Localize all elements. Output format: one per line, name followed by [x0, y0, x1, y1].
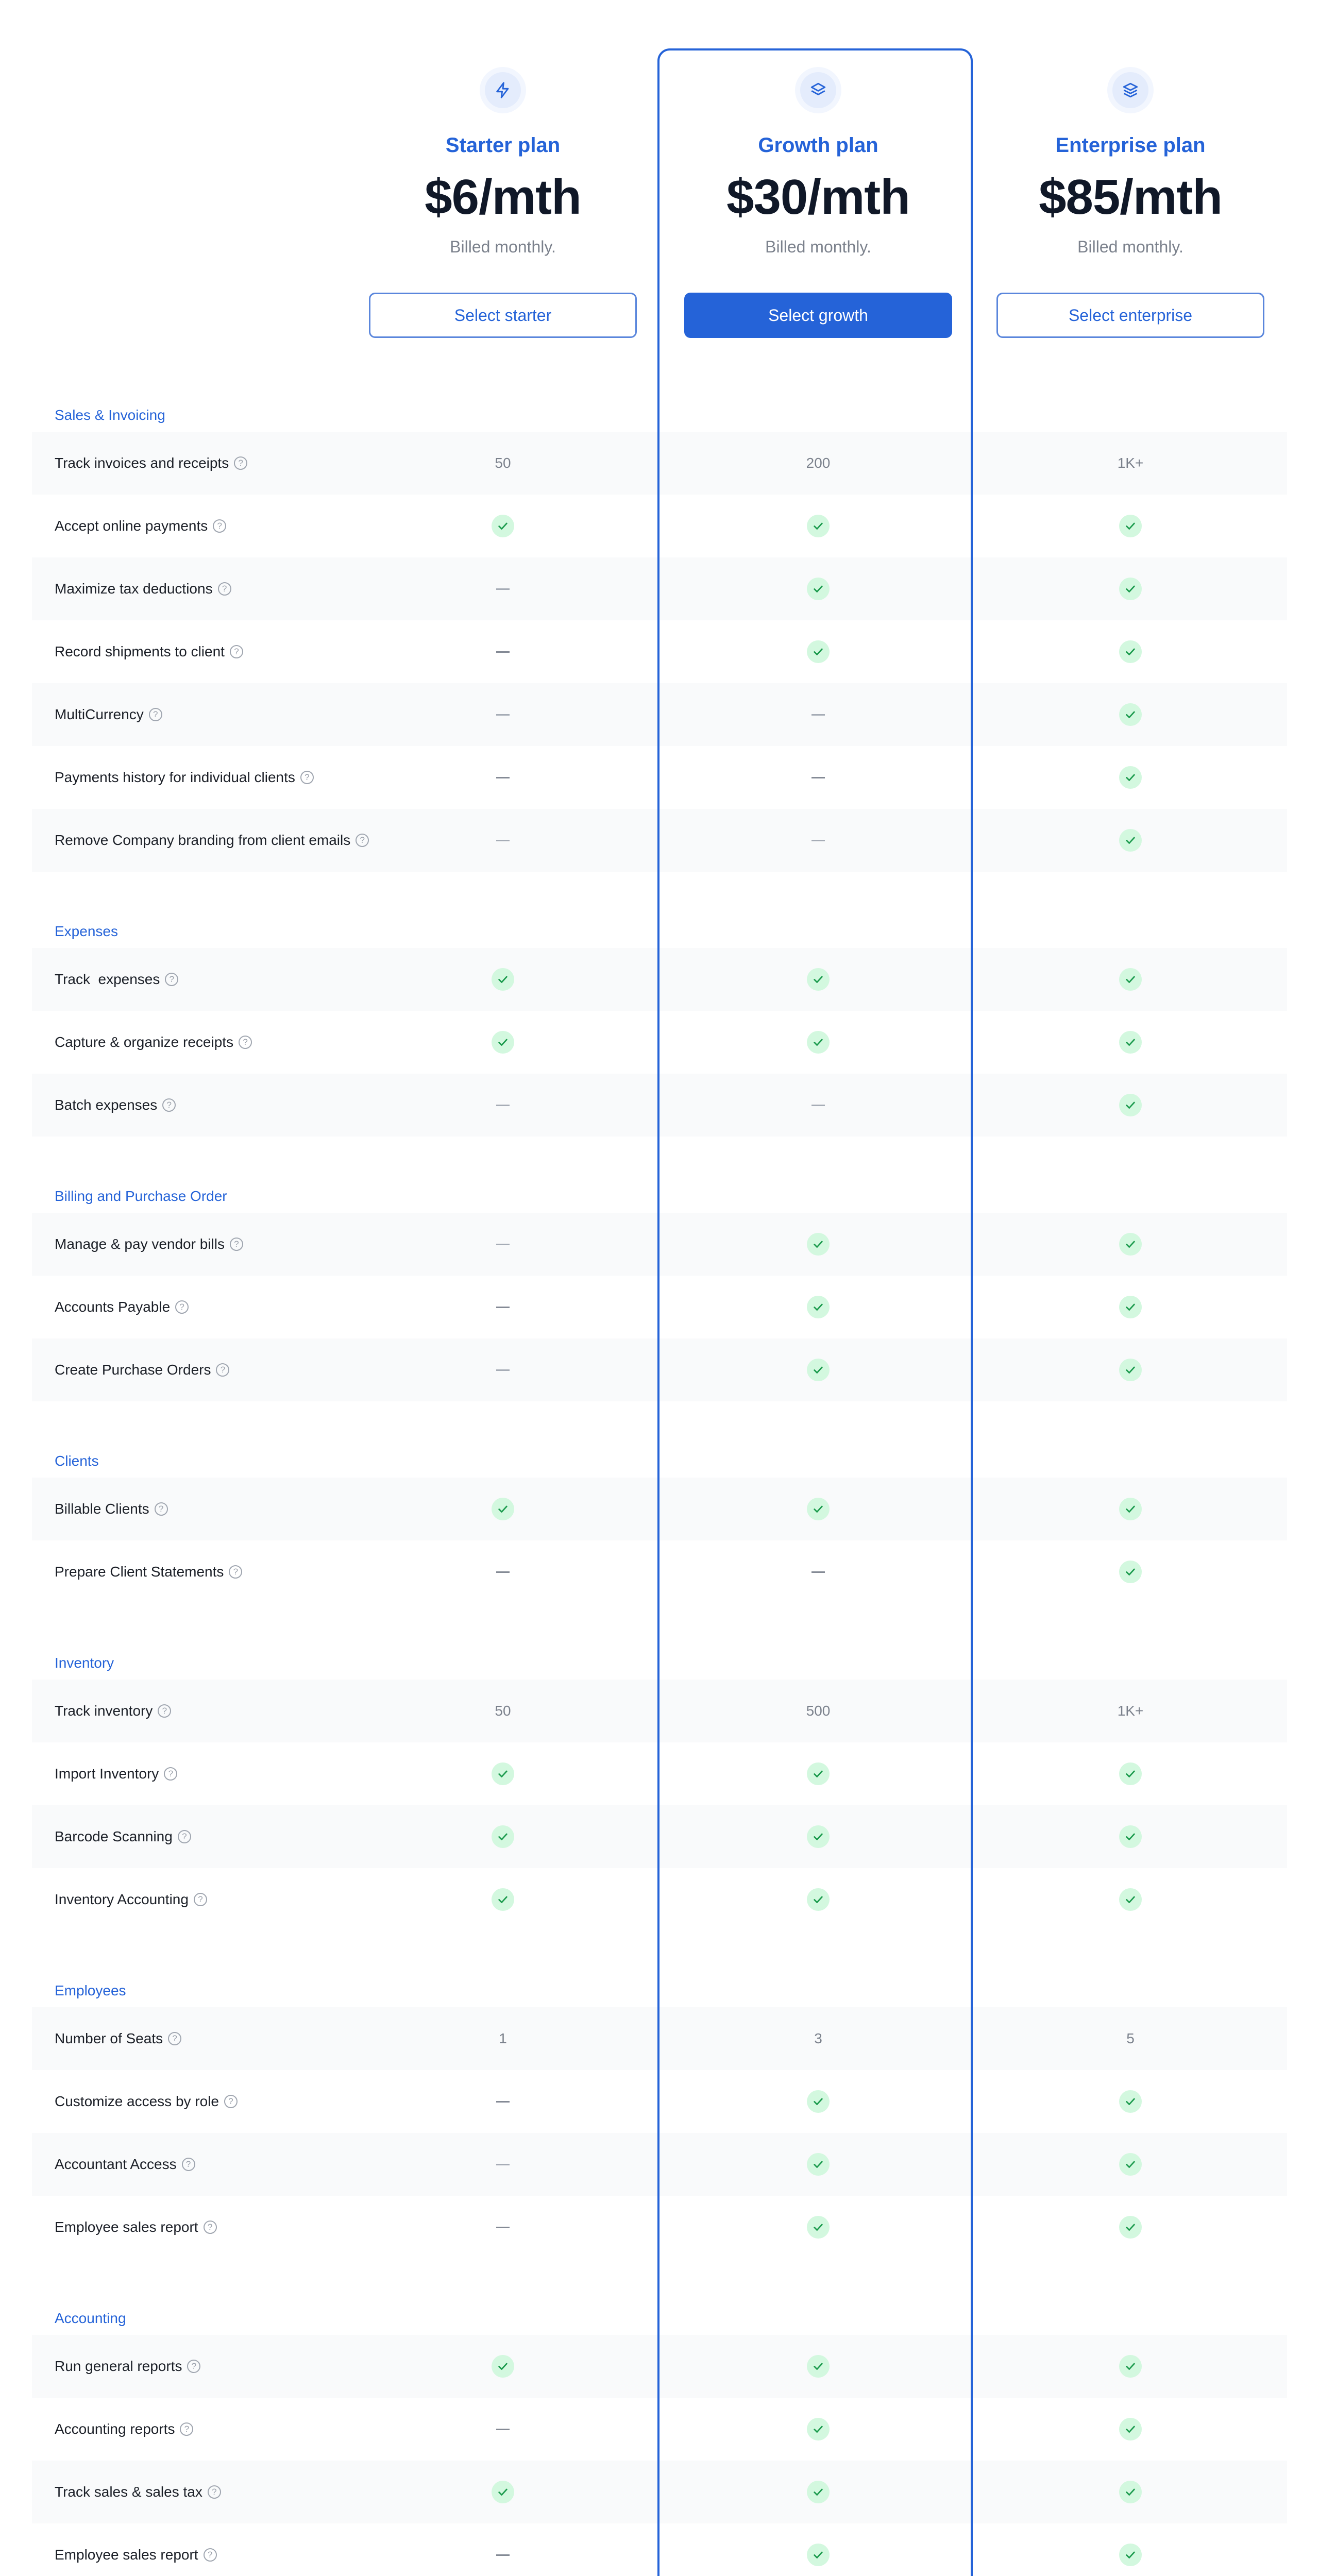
help-icon[interactable]: ?: [218, 582, 231, 596]
feature-label: [55, 1680, 171, 1742]
feature-row: [32, 948, 1287, 1011]
check-icon: [492, 1888, 514, 1911]
help-icon[interactable]: ?: [164, 1767, 177, 1781]
feature-label: [55, 2007, 181, 2070]
included-cell: [661, 2133, 976, 2196]
feature-label: [55, 1011, 252, 1074]
check-icon: [1119, 1031, 1142, 1054]
feature-label: [55, 1478, 168, 1540]
check-icon: [1119, 1233, 1142, 1256]
feature-label: [55, 620, 243, 683]
plan-price: $30/mth: [726, 170, 910, 225]
feature-label: [55, 432, 247, 495]
feature-label: [55, 2461, 221, 2523]
check-icon: [1119, 2153, 1142, 2176]
check-icon: [492, 2481, 514, 2503]
help-icon[interactable]: ?: [182, 2158, 195, 2171]
feature-label-text: Prepare Client Statements: [55, 1564, 224, 1580]
help-icon[interactable]: ?: [194, 1893, 207, 1906]
help-icon[interactable]: ?: [230, 645, 243, 658]
not-included-cell: [661, 809, 976, 872]
feature-row: [32, 1680, 1287, 1742]
check-icon: [1119, 2418, 1142, 2441]
check-icon: [807, 2090, 830, 2113]
not-included-cell: [345, 2523, 661, 2576]
check-icon: [807, 2481, 830, 2503]
feature-label-text: Accept online payments: [55, 518, 208, 534]
feature-row: [32, 683, 1287, 746]
section-title-inventory: Inventory: [55, 1655, 114, 1671]
check-icon: [1119, 1561, 1142, 1583]
section-title-billing-and-purchase-order: Billing and Purchase Order: [55, 1188, 227, 1204]
feature-label-text: Track sales & sales tax: [55, 2484, 202, 2500]
feature-row: [32, 1478, 1287, 1540]
included-cell: [973, 2196, 1288, 2259]
feature-label-text: Track invoices and receipts: [55, 455, 229, 471]
included-cell: [345, 2335, 661, 2398]
help-icon[interactable]: ?: [224, 2095, 238, 2108]
feature-label-text: Payments history for individual clients: [55, 769, 295, 785]
feature-row: [32, 1276, 1287, 1338]
feature-label-text: Import Inventory: [55, 1766, 159, 1782]
feature-label: [55, 746, 314, 809]
value-cell: 1K+: [1117, 455, 1144, 471]
included-cell: [973, 1742, 1288, 1805]
included-cell: [661, 1213, 976, 1276]
check-icon: [807, 2544, 830, 2566]
check-icon: [807, 1888, 830, 1911]
value-cell: 3: [814, 2030, 822, 2046]
feature-label: [55, 1074, 176, 1137]
check-icon: [1119, 968, 1142, 991]
included-cell: [973, 1805, 1288, 1868]
check-icon: [807, 1296, 830, 1318]
feature-row: [32, 2070, 1287, 2133]
not-included-cell: [345, 1338, 661, 1401]
included-cell: [973, 1011, 1288, 1074]
value-cell: 1: [499, 2030, 507, 2046]
dash-icon: [496, 1369, 510, 1371]
plan-header-growth: [661, 72, 976, 257]
feature-label-text: Run general reports: [55, 2358, 182, 2374]
feature-label: [55, 2523, 217, 2576]
plan-name: Enterprise plan: [1055, 134, 1206, 157]
feature-label: [55, 557, 231, 620]
help-icon[interactable]: ?: [180, 2422, 193, 2436]
check-icon: [1119, 1762, 1142, 1785]
not-included-cell: [345, 557, 661, 620]
included-cell: [661, 2398, 976, 2461]
feature-label-text: Employee sales report: [55, 2547, 198, 2563]
feature-row: [32, 809, 1287, 872]
included-cell: [973, 2523, 1288, 2576]
check-icon: [1119, 1296, 1142, 1318]
check-icon: [1119, 1825, 1142, 1848]
check-icon: [807, 578, 830, 600]
check-icon: [1119, 829, 1142, 852]
dash-icon: [496, 588, 510, 590]
included-cell: [661, 1276, 976, 1338]
feature-label-text: Track expenses: [55, 971, 160, 987]
not-included-cell: [345, 1213, 661, 1276]
feature-row: [32, 2007, 1287, 2070]
check-icon: [807, 1762, 830, 1785]
check-icon: [1119, 2355, 1142, 2378]
check-icon: [807, 1359, 830, 1381]
feature-label: [55, 1276, 189, 1338]
feature-row: [32, 1338, 1287, 1401]
feature-label: [55, 495, 226, 557]
included-cell: [661, 1805, 976, 1868]
select-enterprise-button[interactable]: Select enterprise: [996, 293, 1264, 338]
check-icon: [1119, 640, 1142, 663]
feature-label: [55, 2398, 193, 2461]
included-cell: [973, 2461, 1288, 2523]
feature-row: [32, 1074, 1287, 1137]
not-included-cell: [661, 1540, 976, 1603]
check-icon: [807, 515, 830, 537]
dash-icon: [496, 2429, 510, 2430]
check-icon: [1119, 578, 1142, 600]
feature-label: [55, 2335, 200, 2398]
dash-icon: [496, 1105, 510, 1106]
check-icon: [807, 2418, 830, 2441]
included-cell: [661, 2523, 976, 2576]
help-icon[interactable]: ?: [239, 1036, 252, 1049]
dash-icon: [496, 651, 510, 653]
feature-label-text: MultiCurrency: [55, 706, 144, 722]
feature-label-text: Customize access by role: [55, 2093, 219, 2109]
plan-price: $6/mth: [425, 170, 581, 225]
value-cell: 500: [806, 1703, 831, 1719]
not-included-cell: [345, 620, 661, 683]
included-cell: [661, 2335, 976, 2398]
help-icon[interactable]: ?: [234, 456, 247, 470]
included-cell: [345, 1868, 661, 1931]
included-cell: [973, 2398, 1288, 2461]
not-included-cell: [345, 2133, 661, 2196]
help-icon[interactable]: ?: [149, 708, 162, 721]
included-cell: [661, 1338, 976, 1401]
included-cell: [661, 948, 976, 1011]
dash-icon: [496, 714, 510, 716]
not-included-cell: [345, 2398, 661, 2461]
not-included-cell: [345, 1276, 661, 1338]
feature-label: [55, 1742, 177, 1805]
dash-icon: [496, 2101, 510, 2103]
check-icon: [807, 1825, 830, 1848]
check-icon: [1119, 2544, 1142, 2566]
dash-icon: [496, 2164, 510, 2165]
stack-icon: [1112, 72, 1148, 108]
check-icon: [807, 2216, 830, 2239]
help-icon[interactable]: ?: [178, 1830, 191, 1843]
feature-label-text: Number of Seats: [55, 2030, 163, 2046]
feature-row: [32, 1213, 1287, 1276]
plan-header-enterprise: [973, 72, 1288, 257]
section-title-employees: Employees: [55, 1982, 126, 1998]
included-cell: [973, 1338, 1288, 1401]
feature-row: [32, 1742, 1287, 1805]
included-cell: [973, 1868, 1288, 1931]
help-icon[interactable]: ?: [175, 1300, 189, 1314]
feature-label-text: Billable Clients: [55, 1501, 149, 1517]
check-icon: [1119, 2216, 1142, 2239]
help-icon[interactable]: ?: [187, 2360, 200, 2373]
feature-row: [32, 620, 1287, 683]
help-icon[interactable]: ?: [216, 1363, 229, 1377]
feature-label: [55, 1338, 229, 1401]
feature-label-text: Accountant Access: [55, 2156, 177, 2172]
value-cell: 5: [1126, 2030, 1135, 2046]
feature-label-text: Create Purchase Orders: [55, 1362, 211, 1378]
included-cell: [345, 1011, 661, 1074]
included-cell: [973, 495, 1288, 557]
check-icon: [492, 1825, 514, 1848]
check-icon: [492, 968, 514, 991]
feature-label-text: Remove Company branding from client emails: [55, 832, 351, 848]
included-cell: [661, 1011, 976, 1074]
feature-label-text: Batch expenses: [55, 1097, 158, 1113]
included-cell: [973, 809, 1288, 872]
feature-row: [32, 2196, 1287, 2259]
not-included-cell: [345, 2196, 661, 2259]
dash-icon: [811, 714, 825, 716]
not-included-cell: [345, 809, 661, 872]
section-title-sales-and-invoicing: Sales & Invoicing: [55, 407, 165, 423]
dash-icon: [811, 1571, 825, 1573]
feature-row: [32, 2398, 1287, 2461]
not-included-cell: [661, 746, 976, 809]
feature-label: [55, 2133, 195, 2196]
help-icon[interactable]: ?: [158, 1704, 171, 1718]
feature-label: [55, 683, 162, 746]
dash-icon: [496, 2227, 510, 2228]
included-cell: [973, 1213, 1288, 1276]
included-cell: [973, 1478, 1288, 1540]
select-starter-button[interactable]: Select starter: [369, 293, 637, 338]
help-icon[interactable]: ?: [204, 2548, 217, 2562]
check-icon: [807, 640, 830, 663]
not-included-cell: [345, 1074, 661, 1137]
included-cell: [973, 948, 1288, 1011]
dash-icon: [496, 1307, 510, 1308]
included-cell: [973, 683, 1288, 746]
included-cell: [661, 1742, 976, 1805]
feature-row: [32, 2523, 1287, 2576]
included-cell: [661, 620, 976, 683]
plan-name: Starter plan: [445, 134, 561, 157]
included-cell: [973, 746, 1288, 809]
section-title-clients: Clients: [55, 1453, 99, 1469]
feature-label: [55, 1540, 242, 1603]
included-cell: [973, 1276, 1288, 1338]
value-cell: 1K+: [1117, 1703, 1144, 1719]
check-icon: [492, 1031, 514, 1054]
select-growth-button[interactable]: Select growth: [684, 293, 952, 338]
plan-billing-note: Billed monthly.: [450, 238, 556, 256]
check-icon: [807, 1498, 830, 1520]
help-icon[interactable]: ?: [168, 2032, 181, 2045]
plan-name: Growth plan: [758, 134, 878, 157]
feature-label: [55, 2070, 238, 2133]
check-icon: [807, 1233, 830, 1256]
feature-label: [55, 809, 369, 872]
not-included-cell: [345, 2070, 661, 2133]
included-cell: [345, 1478, 661, 1540]
not-included-cell: [345, 683, 661, 746]
check-icon: [1119, 766, 1142, 789]
feature-row: [32, 2335, 1287, 2398]
not-included-cell: [345, 1540, 661, 1603]
included-cell: [345, 1805, 661, 1868]
feature-label-text: Employee sales report: [55, 2219, 198, 2235]
feature-row: [32, 2461, 1287, 2523]
dash-icon: [811, 777, 825, 778]
plan-price: $85/mth: [1039, 170, 1222, 225]
dash-icon: [496, 777, 510, 778]
dash-icon: [496, 840, 510, 841]
help-icon[interactable]: ?: [162, 1098, 176, 1112]
dash-icon: [496, 1244, 510, 1245]
feature-label: [55, 1213, 243, 1276]
help-icon[interactable]: ?: [213, 519, 226, 533]
feature-row: [32, 432, 1287, 495]
help-icon[interactable]: ?: [204, 2221, 217, 2234]
check-icon: [1119, 1498, 1142, 1520]
check-icon: [1119, 1888, 1142, 1911]
feature-label: [55, 2196, 217, 2259]
check-icon: [807, 1031, 830, 1054]
included-cell: [973, 2335, 1288, 2398]
included-cell: [661, 1868, 976, 1931]
help-icon[interactable]: ?: [356, 834, 369, 847]
feature-label-text: Capture & organize receipts: [55, 1034, 234, 1050]
included-cell: [661, 557, 976, 620]
dash-icon: [496, 1571, 510, 1573]
included-cell: [661, 2461, 976, 2523]
check-icon: [492, 2355, 514, 2378]
check-icon: [1119, 1359, 1142, 1381]
included-cell: [345, 2461, 661, 2523]
feature-row: [32, 1540, 1287, 1603]
check-icon: [492, 1498, 514, 1520]
check-icon: [807, 968, 830, 991]
feature-label-text: Record shipments to client: [55, 643, 225, 659]
included-cell: [661, 2196, 976, 2259]
feature-label: [55, 1805, 191, 1868]
included-cell: [345, 1742, 661, 1805]
feature-row: [32, 2133, 1287, 2196]
feature-label-text: Inventory Accounting: [55, 1891, 189, 1907]
feature-row: [32, 1805, 1287, 1868]
bolt-icon: [485, 72, 521, 108]
feature-label-text: Barcode Scanning: [55, 1828, 173, 1844]
not-included-cell: [345, 746, 661, 809]
check-icon: [1119, 1094, 1142, 1116]
check-icon: [1119, 2481, 1142, 2503]
included-cell: [661, 2070, 976, 2133]
dash-icon: [496, 2554, 510, 2556]
help-icon[interactable]: ?: [165, 973, 178, 986]
section-title-expenses: Expenses: [55, 923, 118, 939]
help-icon[interactable]: ?: [208, 2485, 221, 2499]
feature-label-text: Track inventory: [55, 1703, 153, 1719]
plan-billing-note: Billed monthly.: [765, 238, 871, 256]
feature-row: [32, 557, 1287, 620]
included-cell: [661, 1478, 976, 1540]
check-icon: [1119, 515, 1142, 537]
feature-label-text: Manage & pay vendor bills: [55, 1236, 225, 1252]
included-cell: [345, 495, 661, 557]
feature-row: [32, 1011, 1287, 1074]
included-cell: [973, 620, 1288, 683]
included-cell: [661, 495, 976, 557]
feature-label-text: Maximize tax deductions: [55, 581, 213, 597]
feature-row: [32, 495, 1287, 557]
feature-label: [55, 948, 178, 1011]
included-cell: [973, 1074, 1288, 1137]
included-cell: [345, 948, 661, 1011]
included-cell: [973, 557, 1288, 620]
value-cell: 200: [806, 455, 831, 471]
layers-icon: [800, 72, 836, 108]
help-icon[interactable]: ?: [229, 1565, 242, 1579]
included-cell: [973, 2070, 1288, 2133]
included-cell: [973, 1540, 1288, 1603]
plan-header-starter: [345, 72, 661, 257]
feature-label: [55, 1868, 207, 1931]
feature-row: [32, 1868, 1287, 1931]
check-icon: [807, 2355, 830, 2378]
dash-icon: [811, 840, 825, 841]
not-included-cell: [661, 1074, 976, 1137]
check-icon: [807, 2153, 830, 2176]
help-icon[interactable]: ?: [230, 1238, 243, 1251]
value-cell: 50: [495, 455, 511, 471]
not-included-cell: [661, 683, 976, 746]
help-icon[interactable]: ?: [300, 771, 314, 784]
check-icon: [492, 515, 514, 537]
dash-icon: [811, 1105, 825, 1106]
check-icon: [1119, 2090, 1142, 2113]
feature-row: [32, 746, 1287, 809]
feature-label-text: Accounts Payable: [55, 1299, 171, 1315]
check-icon: [492, 1762, 514, 1785]
feature-label-text: Accounting reports: [55, 2421, 175, 2437]
section-title-accounting: Accounting: [55, 2310, 126, 2326]
plan-billing-note: Billed monthly.: [1077, 238, 1183, 256]
included-cell: [973, 2133, 1288, 2196]
value-cell: 50: [495, 1703, 511, 1719]
check-icon: [1119, 703, 1142, 726]
help-icon[interactable]: ?: [155, 1502, 168, 1516]
